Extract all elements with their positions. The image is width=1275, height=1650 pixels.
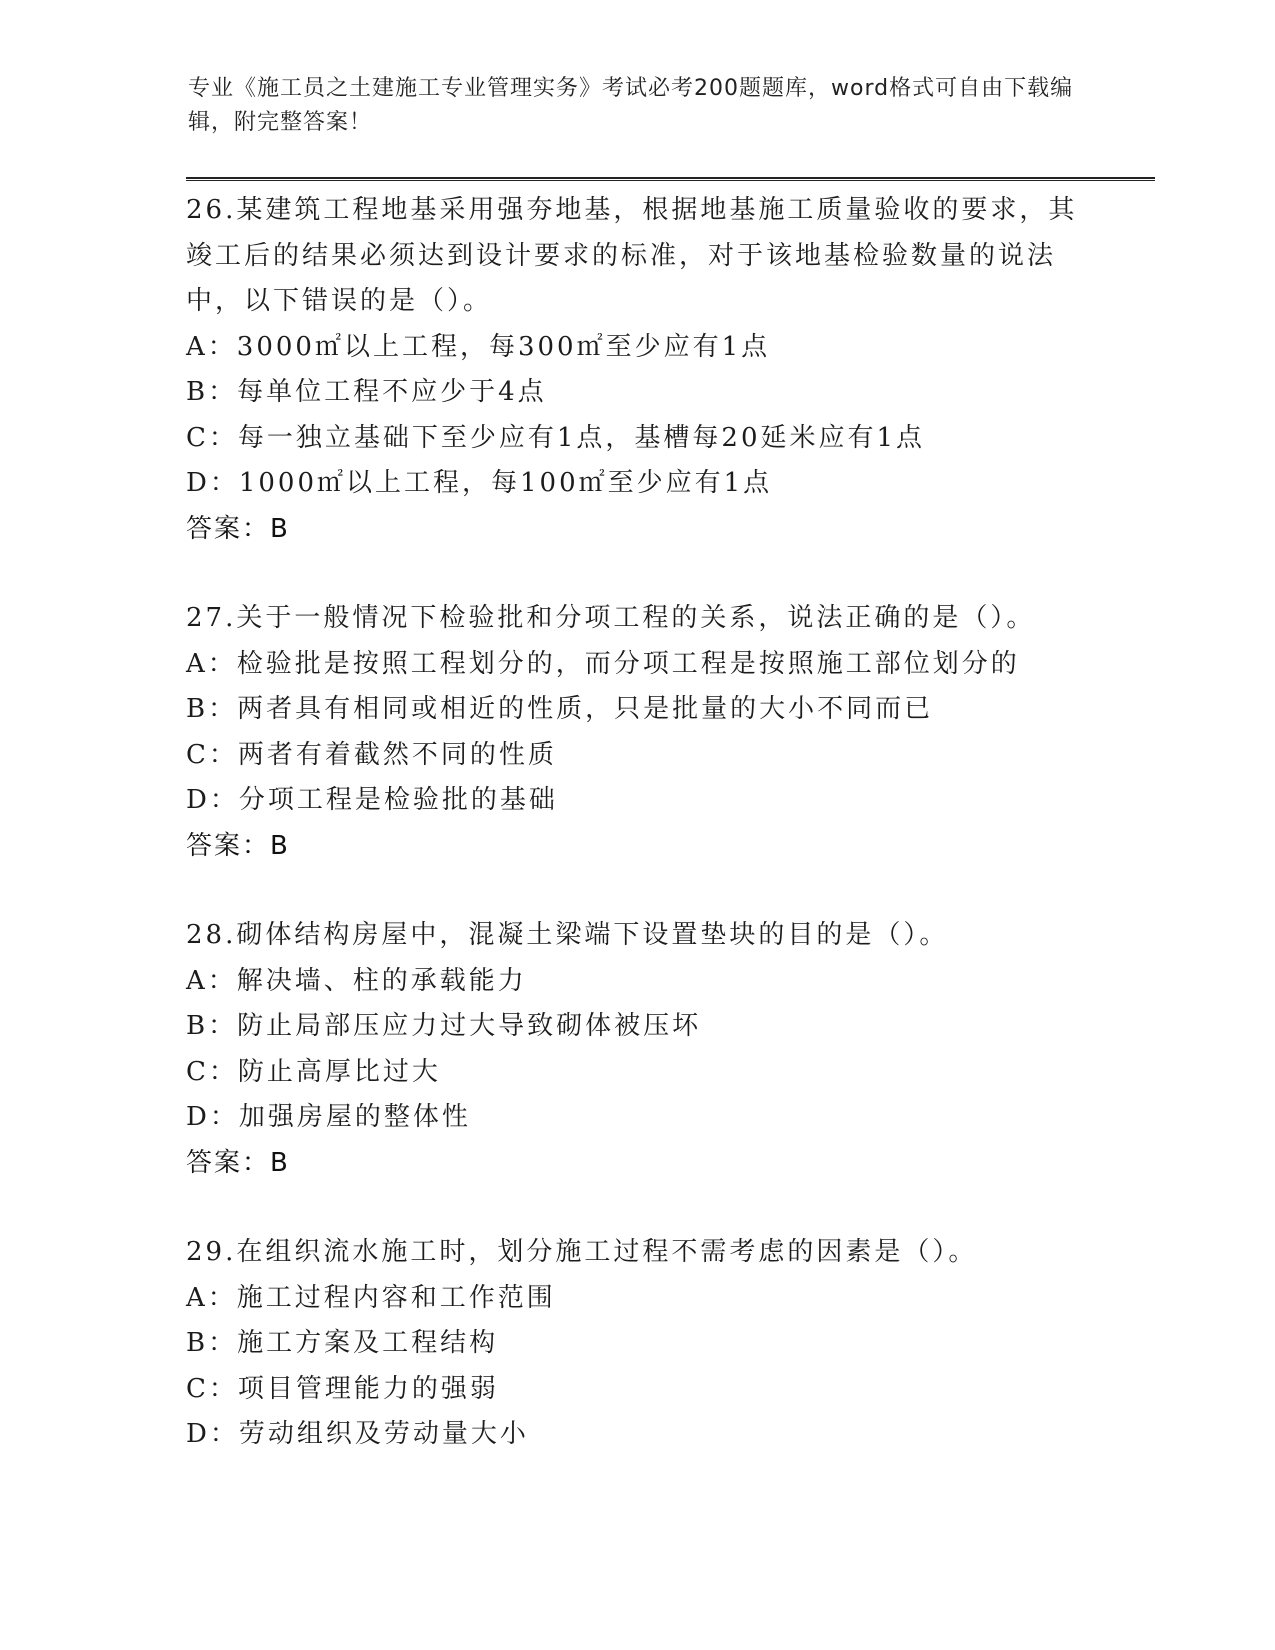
question-28 xyxy=(186,913,1086,1186)
option-c: C：防止高厚比过大 xyxy=(186,1056,441,1087)
question-list xyxy=(186,188,1086,1502)
question-stem: 28.砌体结构房屋中，混凝土梁端下设置垫块的目的是（）。 xyxy=(186,920,949,950)
question-stem: 26.某建筑工程地基采用强夯地基，根据地基施工质量验收的要求，其竣工后的结果必须达到设计要求的标准，对于该地基检验数量的说法中，以下错误的是（）。 xyxy=(186,195,1078,316)
option-b: B：施工方案及工程结构 xyxy=(186,1328,499,1358)
document-header xyxy=(188,72,1088,140)
option-a: A：解决墙、柱的承载能力 xyxy=(186,965,527,996)
option-c: C：每一独立基础下至少应有1点，基槽每20延米应有1点 xyxy=(186,422,926,453)
option-d: D：分项工程是检验批的基础 xyxy=(186,785,558,815)
option-a: A：3000㎡以上工程，每300㎡至少应有1点 xyxy=(186,331,771,362)
question-27 xyxy=(186,596,1086,869)
answer-text: 答案：B xyxy=(186,830,290,861)
option-a: A：施工过程内容和工作范围 xyxy=(186,1282,556,1313)
option-d: D：劳动组织及劳动量大小 xyxy=(186,1419,529,1449)
option-b: B：每单位工程不应少于4点 xyxy=(186,377,547,407)
option-a: A：检验批是按照工程划分的，而分项工程是按照施工部位划分的 xyxy=(186,648,1020,679)
question-26 xyxy=(186,188,1086,552)
option-b: B：防止局部压应力过大导致砌体被压坏 xyxy=(186,1011,702,1041)
question-29 xyxy=(186,1230,1086,1458)
option-b: B：两者具有相同或相近的性质，只是批量的大小不同而已 xyxy=(186,694,934,724)
header-intro-text: 专业《施工员之土建施工专业管理实务》考试必考200题题库，word格式可自由下载编辑，附完整答案！ xyxy=(188,76,1074,135)
option-c: C：两者有着截然不同的性质 xyxy=(186,739,557,770)
question-stem: 27.关于一般情况下检验批和分项工程的关系，说法正确的是（）。 xyxy=(186,603,1036,633)
option-d: D：加强房屋的整体性 xyxy=(186,1102,471,1132)
question-stem: 29.在组织流水施工时，划分施工过程不需考虑的因素是（）。 xyxy=(186,1237,978,1267)
answer-text: 答案：B xyxy=(186,513,290,544)
option-c: C：项目管理能力的强弱 xyxy=(186,1373,499,1404)
header-divider xyxy=(186,177,1155,181)
option-d: D：1000㎡以上工程，每100㎡至少应有1点 xyxy=(186,468,773,498)
answer-text: 答案：B xyxy=(186,1147,290,1178)
